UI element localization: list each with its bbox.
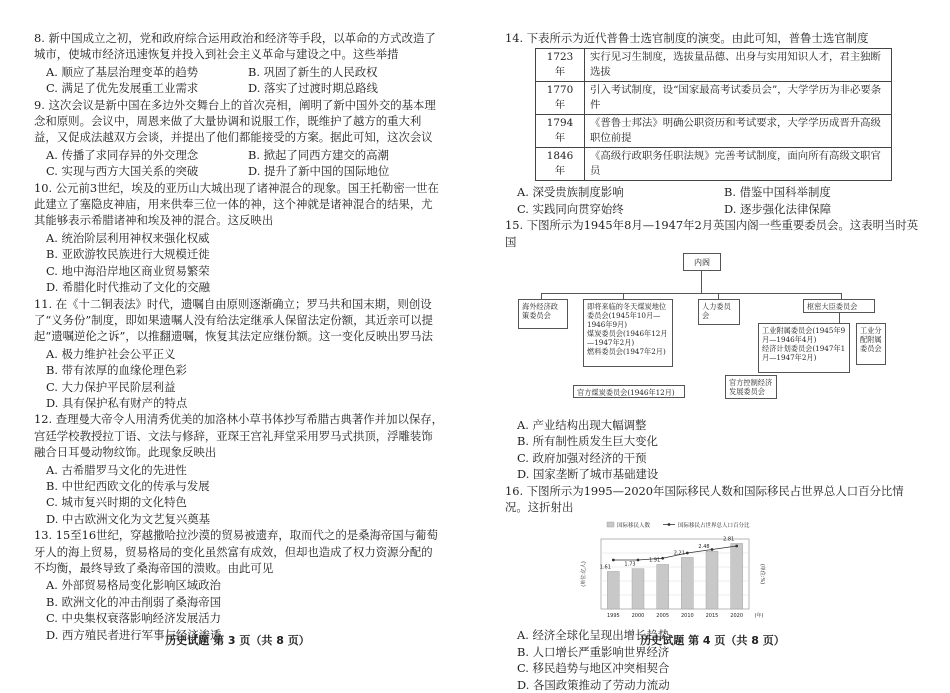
option-b[interactable]: B. 亚欧游牧民族进行大规模迁徙 (46, 247, 210, 262)
diagram-box-overseas: 海外经济政策委员会 (518, 299, 568, 329)
question-options (34, 64, 444, 97)
data-label: 1.91 (649, 557, 661, 564)
question-options (34, 230, 444, 296)
data-label: 1.73 (624, 562, 636, 569)
option-c[interactable]: C. 实践同向贯穿始终 (517, 201, 624, 216)
bar (632, 569, 644, 609)
option-a[interactable]: A. 外部贸易格局变化影响区域政治 (46, 578, 221, 593)
diagram-box-official-coal: 官方煤炭委员会(1946年12月) (573, 385, 685, 398)
option-a[interactable]: A. 传播了求同存异的外交理念 (46, 147, 199, 162)
option-d[interactable]: D. 国家垄断了城市基础建设 (517, 467, 659, 482)
option-a[interactable]: A. 深受贵族制度影响 (517, 185, 624, 200)
committee-diagram (513, 253, 893, 413)
option-a[interactable]: A. 统治阶层利用神权来强化权威 (46, 230, 210, 245)
right-page (475, 0, 950, 692)
option-b[interactable]: B. 人口增长严重影响世界经济 (517, 644, 670, 659)
q16-stem: 16. 下图所示为1995—2020年国际移民人数和国际移民占世界总人口百分比情况。这折射出 (505, 483, 904, 515)
table-cell: 《普鲁士邦法》明确公职资历和考试要求，大学学历成晋升高级职位前提 (585, 115, 892, 148)
question-stem: 13. 15至16世纪，穿越撒哈拉沙漠的贸易被遗弃，取而代之的是桑海帝国与葡萄牙人的海上贸易，贸易格局的变化虽然富有成效，但却也造成了权力资源分配的不均衡，最终导致了桑海帝国的溃败。由此可见 (34, 528, 438, 575)
bar (731, 544, 743, 610)
line-point (637, 559, 640, 562)
line-point (661, 557, 664, 560)
y-axis-label: (单位:亿人) (581, 561, 587, 588)
option-b[interactable]: B. 中世纪西欧文化的传承与发展 (46, 478, 210, 493)
table-row (536, 82, 892, 115)
option-d[interactable]: D. 各国政策推动了劳动力流动 (517, 677, 670, 692)
option-d[interactable]: D. 提升了新中国的国际地位 (248, 164, 390, 179)
option-a[interactable]: A. 极力维护社会公平正义 (46, 346, 176, 361)
diagram-box-distribution: 工业分配附属委员会 (856, 323, 886, 365)
option-c[interactable]: C. 中央集权衰落影响经济发展活力 (46, 611, 222, 626)
table-cell: 1723 年 (536, 49, 585, 82)
option-b[interactable]: B. 掀起了同西方建交的高潮 (248, 147, 389, 162)
legend-swatch (607, 522, 614, 527)
x-unit: (年) (754, 613, 764, 620)
diagram-box-manpower: 人力委员会 (698, 299, 740, 325)
table-cell: 1846 年 (536, 148, 585, 181)
option-d[interactable]: D. 落实了过渡时期总路线 (248, 81, 378, 96)
question-stem: 12. 查理曼大帝令人用清秀优美的加洛林小草书体抄写希腊古典著作并加以保存，宫廷学校教授拉丁语、文法与修辞，亚琛王宫礼拜堂采用罗马式拱顶，浮雕装饰融合日耳曼动物纹饰。此现象反映出 (34, 412, 444, 460)
table-cell: 1770 年 (536, 82, 585, 115)
x-tick-label: 2005 (656, 613, 670, 620)
legend-label: 国际移民人数 (617, 523, 651, 530)
q14-options (505, 184, 925, 217)
diagram-box-coal: 即将来临的冬天煤炭地位委员会(1945年10月—1946年9月) 煤炭委员会(1946年12月—1947年2月) 燃料委员会(1947年2月) (583, 299, 673, 367)
table-row (536, 148, 892, 181)
left-page (0, 0, 475, 659)
connector-line (701, 271, 702, 293)
table-cell: 实行见习生制度，选拔量品德、出身与实用知识人才，君主独断选拔 (585, 49, 892, 82)
option-c[interactable]: C. 地中海沿岸地区商业贸易繁荣 (46, 263, 210, 278)
x-tick-label: 1995 (606, 613, 620, 620)
x-tick-label: 2010 (680, 613, 694, 620)
table-cell: 引入考试制度，设“国家最高考试委员会”，大学学历为非必要条件 (585, 82, 892, 115)
option-d[interactable]: D. 逐步强化法律保障 (724, 201, 832, 216)
table-cell: 1794 年 (536, 115, 585, 148)
legend-label: 国际移民占世界总人口百分比 (678, 523, 750, 530)
option-a[interactable]: A. 顺应了基层治理变革的趋势 (46, 64, 199, 79)
question-stem: 9. 这次会议是新中国在多边外交舞台上的首次亮相，阐明了新中国外交的基本理念和原则。会议中，周恩来做了大量协调和说服工作，既维护了越方的重大利益，又促成法越双方会谈，并提出了他们都能接受的方案。据此可知，这次会议 (34, 97, 436, 145)
table-row (536, 49, 892, 82)
q14-stem: 14. 下表所示为近代普鲁士选官制度的演变。由此可知，普鲁士选官制度 (505, 31, 869, 45)
bar (657, 565, 669, 610)
diagram-box-industry: 工业附属委员会(1945年9月—1946年4月) 经济计划委员会(1947年1月—1947年2月) (758, 323, 850, 373)
question-options (34, 462, 444, 528)
option-d[interactable]: D. 具有保护私有财产的特点 (46, 395, 188, 410)
data-label: 2.48 (698, 544, 710, 551)
question-options (34, 147, 444, 180)
table-cell: 《高级行政职务任职法规》完善考试制度，面向所有高级文职官员 (585, 148, 892, 181)
line-point (711, 549, 714, 552)
data-label: 1.61 (599, 564, 611, 571)
line-point (735, 545, 738, 548)
legend-marker (668, 524, 671, 527)
left-column (34, 30, 444, 643)
bar (706, 552, 718, 610)
question-options (34, 346, 444, 412)
line-point (612, 559, 615, 562)
x-tick-label: 2015 (705, 613, 719, 620)
option-c[interactable]: C. 移民趋势与地区冲突相契合 (517, 661, 670, 676)
right-footer: 历史试题 第 4 页（共 8 页） (640, 634, 785, 647)
question-stem: 11. 在《十二铜表法》时代，遗嘱自由原则逐渐确立；罗马共和国末期，则创设了“义务份”制度，即如果遗嘱人没有给法定继承人保留法定份额，其近亲可以提起“遗嘱逆伦之诉”，以推翻遗嘱，恢复其法定应继份额。这一变化反映出罗马法 (34, 296, 433, 344)
table-row (536, 115, 892, 148)
bar (607, 572, 619, 610)
diagram-root-box: 内阁 (683, 253, 721, 271)
option-c[interactable]: C. 实现与西方大国关系的突破 (46, 164, 199, 179)
option-c[interactable]: C. 城市复兴时期的文化特色 (46, 495, 187, 510)
bar (681, 558, 693, 610)
left-footer: 历史试题 第 3 页（共 8 页） (165, 634, 310, 647)
diagram-box-privy: 枢密大臣委员会 (803, 299, 875, 313)
option-d[interactable]: D. 希腊化时代推动了文化的交融 (46, 280, 211, 295)
option-d[interactable]: D. 西方殖民者进行军事与经济渗透 (46, 627, 222, 642)
option-a[interactable]: A. 古希腊罗马文化的先进性 (46, 462, 187, 477)
connector-line (839, 313, 840, 323)
option-b[interactable]: B. 欧洲文化的冲击削弱了桑海帝国 (46, 594, 222, 609)
x-tick-label: 2000 (631, 613, 645, 620)
migration-chart (575, 517, 775, 625)
question-stem: 10. 公元前3世纪，埃及的亚历山大城出现了诸神混合的现象。国王托勒密一世在此建立了塞隐皮神庙，用来供奉三位一体的神，这个神就是诸神混合的结果，尤其能够表示希腊诸神和埃及神的混合。这反映出 (34, 180, 439, 228)
connector-line (541, 293, 841, 294)
question-stem: 8. 新中国成立之初，党和政府综合运用政治和经济等手段，以革命的方式改造了城市，使城市经济迅速恢复并投入到社会主义革命与建设之中。这些举措 (34, 31, 436, 62)
option-c[interactable]: C. 满足了优先发展重工业需求 (46, 81, 199, 96)
q15-options (505, 417, 925, 483)
option-c[interactable]: C. 大力保护平民阶层利益 (46, 379, 176, 394)
data-label: 2.21 (673, 550, 685, 557)
option-b[interactable]: B. 所有制性质发生巨大变化 (517, 434, 658, 449)
q14-table (535, 48, 892, 181)
option-a[interactable]: A. 产业结构出现大幅调整 (517, 418, 647, 433)
option-b[interactable]: B. 巩固了新生的人民政权 (248, 64, 378, 79)
data-label: 2.81 (723, 536, 735, 543)
option-c[interactable]: C. 政府加强对经济的干预 (517, 450, 647, 465)
q15-stem: 15. 下图所示为1945年8月—1947年2月英国内阁一些重要委员会。这表明当时英国 (505, 218, 919, 249)
x-tick-label: 2020 (730, 613, 744, 620)
right-column (505, 30, 925, 693)
option-b[interactable]: B. 借鉴中国科举制度 (724, 185, 831, 200)
line-point (686, 552, 689, 555)
option-a[interactable]: A. 经济全球化呈现出增长趋势 (517, 628, 670, 643)
option-b[interactable]: B. 带有浓厚的血缘伦理色彩 (46, 363, 187, 378)
y2-axis-label: (单位:%) (759, 564, 765, 585)
option-d[interactable]: D. 中古欧洲文化为文艺复兴奠基 (46, 511, 211, 526)
diagram-box-official-control: 官方控制经济发展委员会 (725, 375, 777, 399)
